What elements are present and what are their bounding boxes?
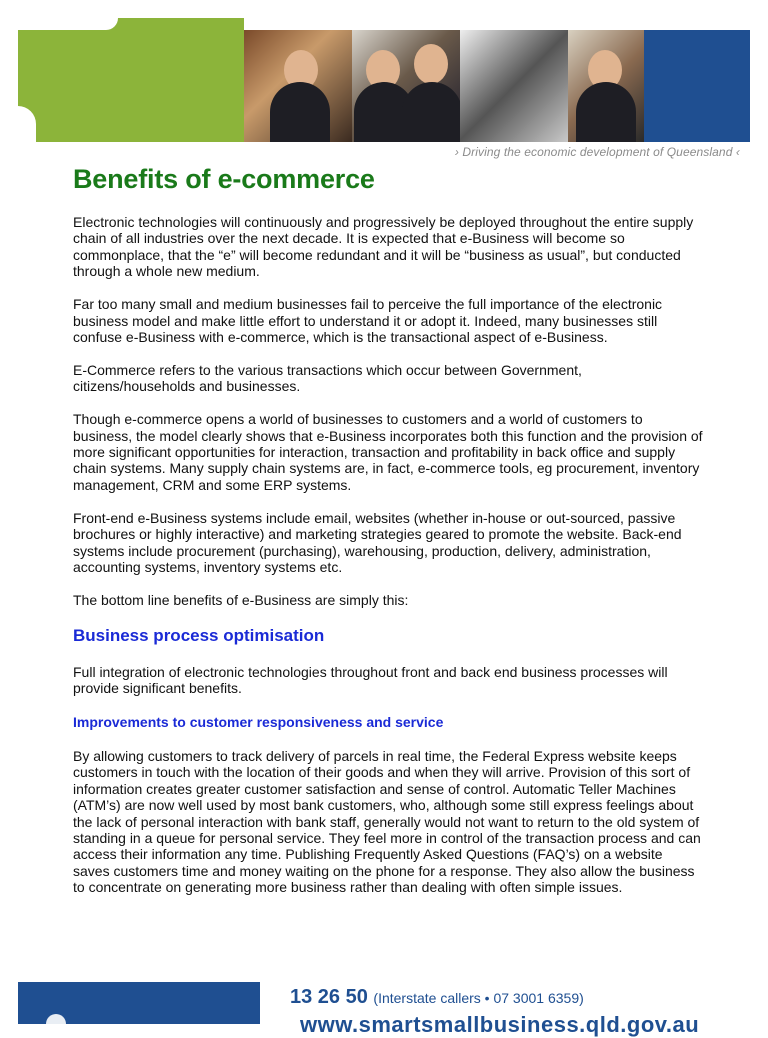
paragraph: E-Commerce refers to the various transactions which occur between Government, citizens/households and businesses. (73, 361, 582, 395)
government-logo-icon (46, 1014, 66, 1034)
page-title: Benefits of e-commerce (73, 164, 375, 194)
section-heading: Business process optimisation (73, 625, 325, 645)
green-brand-block (18, 18, 244, 142)
paragraph: Full integration of electronic technologies throughout front and back end business processes will provide significant benefits. (73, 663, 668, 697)
footer-website-link[interactable]: www.smartsmallbusiness.qld.gov.au (300, 1012, 700, 1037)
phone-note: (Interstate callers • 07 3001 6359) (373, 990, 584, 1006)
subsection-heading: Improvements to customer responsiveness and service (73, 714, 444, 731)
person-head-icon (414, 44, 448, 84)
person-body-icon (402, 82, 460, 142)
phone-number: 13 26 50 (290, 986, 368, 1008)
photo-business-meeting (352, 30, 460, 142)
paragraph: Front-end e-Business systems include email, websites (whether in-house or out-sourced, passive brochures or highly interactive) and marketing strategies geared to promote the website. Back-end systems include procurement (purchasing), warehousing, production, delivery, administration, accounting systems, inventory systems etc. (73, 509, 682, 575)
banner-notch (18, 18, 118, 30)
paragraph: The bottom line benefits of e-Business are simply this: (73, 591, 409, 608)
document-body (73, 160, 703, 912)
paragraph: Far too many small and medium businesses fail to perceive the full importance of the electronic business model and make little effort to understand it or adopt it. Indeed, many businesses still confuse e-Business with e-commerce, which is the transactional aspect of e-Business. (73, 296, 663, 345)
person-body-icon (576, 82, 636, 142)
footer-phone (290, 986, 584, 1009)
banner-tagline: › Driving the economic development of Queensland ‹ (454, 145, 740, 159)
photo-handshake (460, 30, 568, 142)
photo-strip (244, 30, 750, 142)
photo-smiling-man (568, 30, 644, 142)
header-banner (18, 18, 750, 142)
paragraph: Electronic technologies will continuously and progressively be deployed throughout the entire supply chain of all industries over the next decade. It is expected that e-Business will become so commonplace, that the “e” will become redundant and it will be “business as usual”, but conducted through a whole new medium. (73, 214, 694, 280)
blue-brand-block (644, 30, 750, 142)
paragraph: By allowing customers to track delivery of parcels in real time, the Federal Express website keeps customers in touch with the location of their goods and when they will arrive. Provision of this sort of information creates greater customer satisfaction and sense of control. Automatic Teller Machines (ATM’s) are now well used by most bank customers, who, although some still express feelings about the lack of personal interaction with bank staff, generally would not want to return to the old system of standing in a queue for personal service. They feel more in control of the transaction process and can access their information any time. Publishing Frequently Asked Questions (FAQ’s) on a website saves customers time and money waiting on the phone for a response. They also allow the business to concentrate on generating more business rather than dealing with often simple issues. (73, 748, 701, 896)
paragraph: Though e-commerce opens a world of businesses to customers and a world of customers to business, the model clearly shows that e-Business incorporates both this function and the provision of more significant opportunities for interaction, transaction and profitability in back office and supply chain systems. Many supply chain systems are, in fact, e-commerce tools, eg procurement, inventory management, CRM and some ERP systems. (73, 411, 703, 493)
photo-woman-on-phone (244, 30, 352, 142)
person-body-icon (270, 82, 330, 142)
